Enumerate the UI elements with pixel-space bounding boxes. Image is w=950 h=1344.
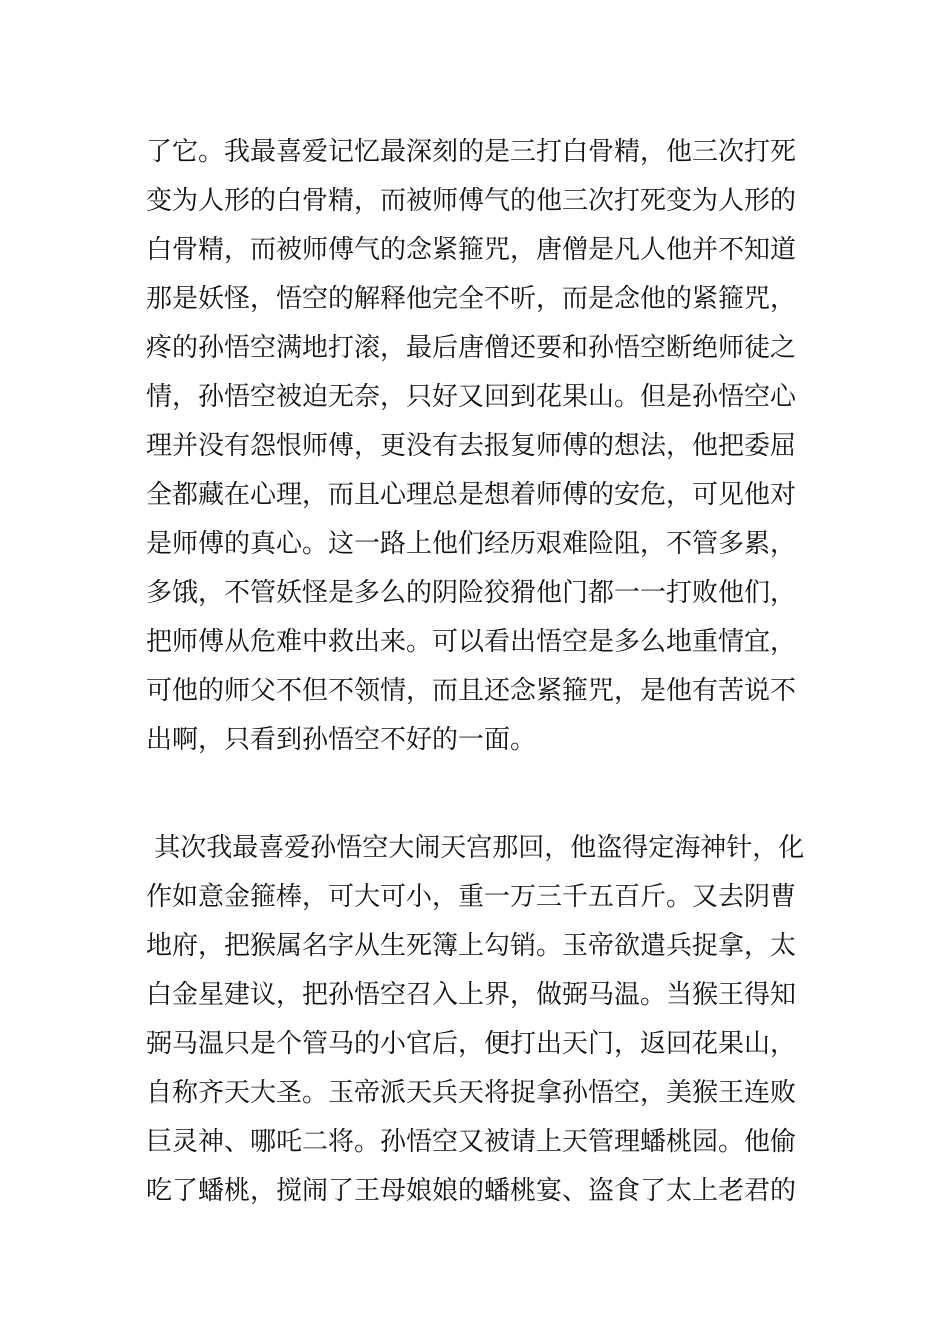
paragraph-1 — [146, 128, 810, 765]
paragraph-line: 多饿，不管妖怪是多么的阴险狡猾他门都一一打败他们， — [146, 578, 797, 608]
paragraph-line: 把师傅从危难中救出来。可以看出悟空是多么地重情宜， — [146, 627, 797, 657]
paragraph-2 — [146, 824, 810, 1216]
paragraph-line: 出啊，只看到孙悟空不好的一面。 — [146, 725, 537, 755]
paragraph-line: 是师傅的真心。这一路上他们经历艰难险阻，不管多累， — [146, 529, 797, 559]
paragraph-line: 地府，把猴属名字从生死簿上勾销。玉帝欲遣兵捉拿，太 — [146, 931, 797, 961]
paragraph-line: 吃了蟠桃，搅闹了王母娘娘的蟠桃宴、盗食了太上老君的 — [146, 1176, 797, 1206]
paragraph-line: 巨灵神、哪吒二将。孙悟空又被请上天管理蟠桃园。他偷 — [146, 1127, 797, 1157]
paragraph-line: 那是妖怪，悟空的解释他完全不听，而是念他的紧箍咒， — [146, 284, 797, 314]
paragraph-line: 疼的孙悟空满地打滚，最后唐僧还要和孙悟空断绝师徒之 — [146, 333, 797, 363]
paragraph-line: 弼马温只是个管马的小官后，便打出天门，返回花果山， — [146, 1029, 797, 1059]
paragraph-line: 作如意金箍棒，可大可小，重一万三千五百斤。又去阴曹 — [146, 882, 797, 912]
paragraph-line: 全都藏在心理，而且心理总是想着师傅的安危，可见他对 — [146, 480, 797, 510]
paragraph-line: 了它。我最喜爱记忆最深刻的是三打白骨精，他三次打死 — [146, 137, 797, 167]
paragraph-line: 白金星建议，把孙悟空召入上界，做弼马温。当猴王得知 — [146, 980, 797, 1010]
paragraph-line: 白骨精，而被师傅气的念紧箍咒，唐僧是凡人他并不知道 — [146, 235, 797, 265]
paragraph-line: 情，孙悟空被迫无奈，只好又回到花果山。但是孙悟空心 — [146, 382, 797, 412]
paragraph-line: 其次我最喜爱孙悟空大闹天宫那回，他盗得定海神针，化 — [146, 833, 805, 863]
paragraph-line: 理并没有怨恨师傅，更没有去报复师傅的想法，他把委屈 — [146, 431, 797, 461]
paragraph-line: 自称齐天大圣。玉帝派天兵天将捉拿孙悟空，美猴王连败 — [146, 1078, 797, 1108]
paragraph-line: 变为人形的白骨精，而被师傅气的他三次打死变为人形的 — [146, 186, 797, 216]
paragraph-line: 可他的师父不但不领情，而且还念紧箍咒，是他有苦说不 — [146, 676, 797, 706]
